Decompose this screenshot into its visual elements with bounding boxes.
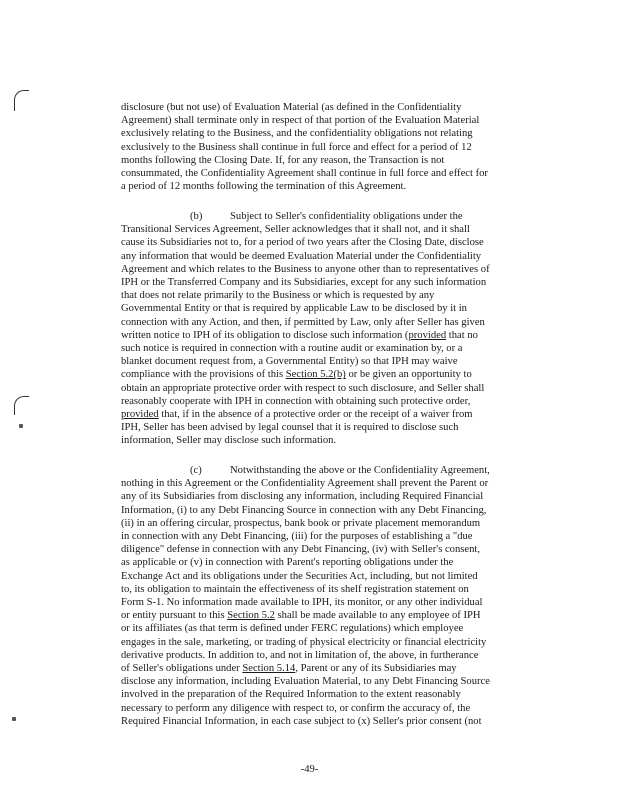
text-line: information, Seller may disclose such information. (121, 435, 337, 447)
text-line: consummated, the Confidentiality Agreement shall continue in full force and effect for (121, 168, 488, 180)
margin-bracket-mark (14, 90, 29, 111)
text-line: any of its Subsidiaries from disclosing any information, including Required Financial (121, 491, 484, 503)
text-line: any information that would be deemed Evaluation Material under the Confidentiality (121, 250, 482, 262)
text-line: necessary to perform any diligence with respect to, or confirm the accuracy of, the (121, 702, 471, 714)
text-line: involved in the preparation of the Required Information to the extent reasonably (121, 689, 461, 701)
paragraph-b (121, 210, 607, 448)
section-marker: (c) (190, 465, 202, 476)
text-line: cause its Subsidiaries not to, for a period of two years after the Closing Date, disclose (121, 237, 484, 249)
text-line-first (121, 210, 607, 223)
text-line: compliance with the provisions of this Section 5.2(b) or be given an opportunity to (121, 369, 472, 381)
text-line: exclusively relating to the Business, and the confidentiality obligations not relating (121, 128, 473, 140)
text-line: derivative products. In addition to, and not in limitation of, the above, in furtherance (121, 649, 479, 661)
defined-term-reference: provided (121, 409, 159, 421)
text-line: connection with any Action, and then, if permitted by Law, only after Seller has given (121, 316, 485, 328)
paragraph-a-continuation (121, 101, 607, 193)
defined-term-reference: Section 5.2 (227, 610, 275, 622)
text-line-first (121, 464, 607, 477)
text-line: Information, (i) to any Debt Financing Source in connection with any Debt Financing, (121, 504, 487, 516)
text-line: disclosure (but not use) of Evaluation Material (as defined in the Confidentiality (121, 102, 462, 113)
text-line: written notice to IPH of its obligation to disclose such information (provided that no (121, 329, 478, 341)
defined-term-reference: Section 5.2(b) (285, 369, 346, 381)
text-line: or its affiliates (as that term is defined under FERC regulations) which employee (121, 623, 464, 635)
text-line: Agreement) shall terminate only in respect of that portion of the Evaluation Material (121, 115, 480, 127)
text-line: Subject to Seller's confidentiality obligations under the (230, 211, 463, 222)
text-line: Governmental Entity or that is required by applicable Law to be disclosed by it in (121, 303, 467, 315)
page-number: -49- (300, 764, 319, 775)
text-line: a period of 12 months following the termination of this Agreement. (121, 181, 407, 193)
margin-speck (12, 717, 16, 721)
margin-speck (19, 424, 23, 428)
section-marker: (b) (190, 211, 203, 222)
text-line: reasonably cooperate with IPH in connection with obtaining such protective order, (121, 395, 471, 407)
margin-bracket-mark (14, 396, 29, 415)
text-line: blanket document request from, a Governmental Entity) so that IPH may waive (121, 356, 458, 368)
text-line: provided that, if in the absence of a protective order or the receipt of a waiver from (121, 409, 473, 421)
text-line: exclusively to the Business shall continue in full force and effect for a period of 12 (121, 141, 472, 153)
text-line: of Seller's obligations under Section 5.14, Parent or any of its Subsidiaries may (121, 663, 457, 675)
text-line: as applicable or (v) in connection with Parent's reporting obligations under the (121, 557, 454, 569)
text-line: such notice is required in connection with a routine audit or examination by, or a (121, 343, 463, 355)
text-line: engages in the sale, marketing, or trading of physical electricity or financial electricity (121, 636, 487, 648)
text-line: Transitional Services Agreement, Seller acknowledges that it shall not, and it shall (121, 224, 470, 236)
text-line: nothing in this Agreement or the Confidentiality Agreement shall prevent the Parent or (121, 478, 489, 490)
text-line: to, its obligation to maintain the effectiveness of its shelf registration statement on (121, 583, 469, 595)
text-line: Required Financial Information, in each case subject to (x) Seller's prior consent (not (121, 715, 482, 727)
text-line: diligence" defense in connection with any Debt Financing, (iv) with Seller's consent, (121, 544, 480, 556)
text-line: Agreement and which relates to the Business to anyone other than to representatives of (121, 263, 490, 275)
text-line: Notwithstanding the above or the Confidentiality Agreement, (230, 465, 490, 476)
text-line: Form S-1. No information made available to IPH, its monitor, or any other individual (121, 597, 483, 609)
text-line: (ii) in an offering circular, prospectus, bank book or private placement memorandum (121, 517, 481, 529)
text-line: disclose any information, including Evaluation Material, to any Debt Financing Source (121, 676, 490, 688)
defined-term-reference: provided (408, 329, 447, 341)
text-line: months following the Closing Date. If, for any reason, the Transaction is not (121, 154, 445, 166)
text-line: IPH, Seller has been advised by legal counsel that it is required to disclose such (121, 422, 459, 434)
text-line: or entity pursuant to this Section 5.2 shall be made available to any employee of IPH (121, 610, 481, 622)
paragraph-c (121, 464, 607, 728)
text-line: in connection with any Debt Financing, (iii) for the purposes of establishing a "due (121, 531, 473, 543)
text-line: that does not relate primarily to the Business or which is requested by any (121, 290, 435, 302)
defined-term-reference: Section 5.14 (242, 663, 296, 675)
text-line: Exchange Act and its obligations under the Securities Act, including, but not limited (121, 570, 478, 582)
text-line: IPH or the Transferred Company and its Subsidiaries, except for any such information (121, 277, 487, 289)
text-line: obtain an appropriate protective order with respect to such disclosure, and Seller shall (121, 382, 485, 394)
